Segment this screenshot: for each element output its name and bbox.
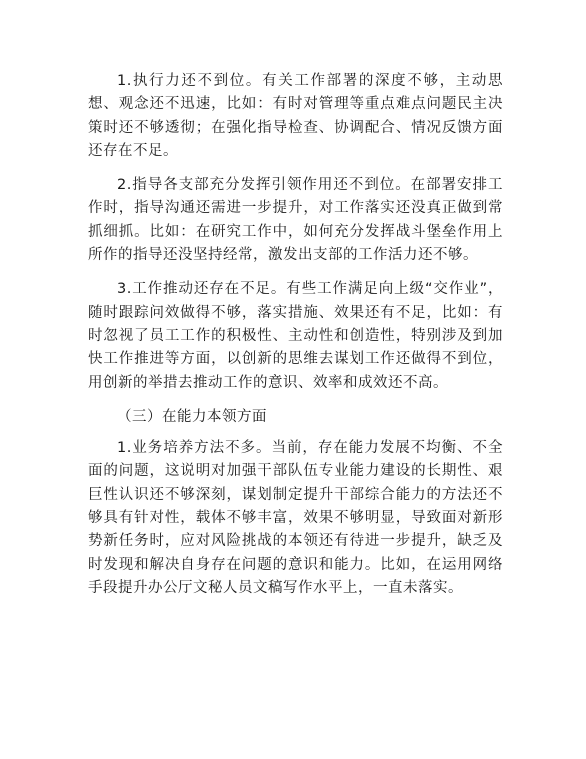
paragraph-business-training: 1.业务培养方法不多。当前，存在能力发展不均衡、不全面的问题，这说明对加强干部队伍专业能力建设的长期性、艰巨性认识还不够深刻，谋划制定提升干部综合能力的方法还不够具有针对性，载体不够丰富，效果不够明显，导致面对新形势新任务时，应对风险挑战的本领还有待进一步提升，缺乏及时发现和解决自身存在问题的意识和能力。比如，在运用网络手段提升办公厅文秘人员文稿写作水平上，一直未落实。 [88,440,503,596]
paragraph-guidance: 2.指导各支部充分发挥引领作用还不到位。在部署安排工作时，指导沟通还需进一步提升，对工作落实还没真正做到常抓细抓。比如：在研究工作中，如何充分发挥战斗堡垒作用上所作的指导还没坚持经常，激发出支部的工作活力还不够。 [88,177,503,264]
document-body [88,70,503,611]
section-heading-ability: （三）在能力本领方面 [117,408,267,425]
paragraph-work-promotion: 3.工作推动还存在不足。有些工作满足向上级“交作业”，随时跟踪问效做得不够，落实措施、效果还有不足，比如：有时忽视了员工工作的积极性、主动性和创造性，特别涉及到加快工作推进等方面，以创新的思维去谋划工作还做得不到位，用创新的举措去推动工作的意识、效率和成效还不高。 [88,281,503,391]
paragraph-execution: 1.执行力还不到位。有关工作部署的深度不够，主动思想、观念还不迅速，比如：有时对管理等重点难点问题民主决策时还不够透彻；在强化指导检查、协调配合、情况反馈方面还存在不足。 [88,73,503,159]
